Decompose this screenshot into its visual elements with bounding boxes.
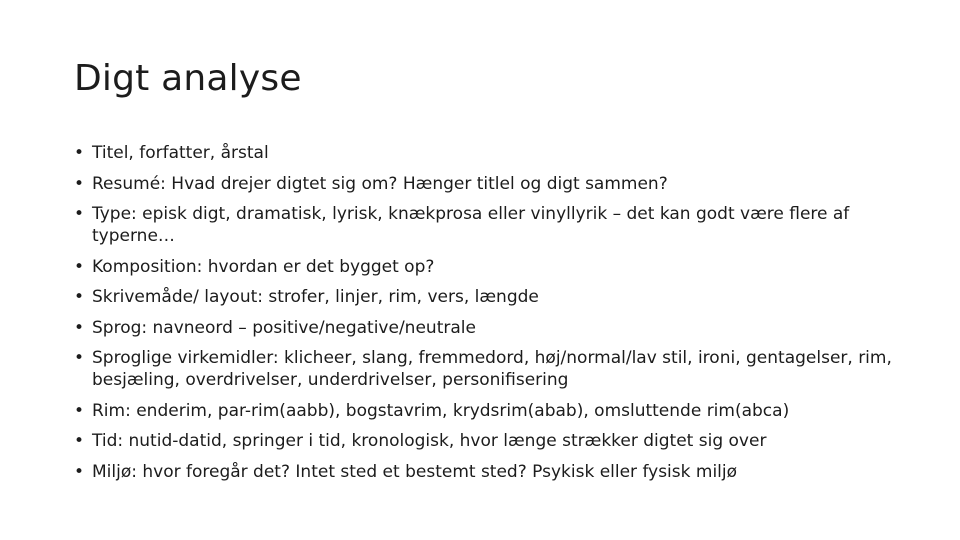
bullet-text: Komposition: hvordan er det bygget op? [92,256,435,277]
bullet-text: Titel, forfatter, årstal [92,143,269,163]
bullet-dot: • [74,204,85,224]
list-item [74,203,894,247]
list-item [74,400,894,422]
bullet-dot: • [74,143,85,163]
bullet-dot: • [74,431,85,451]
list-item [74,461,894,483]
bullet-dot: • [74,287,85,307]
list-item [74,286,894,308]
bullet-dot: • [74,173,85,194]
bullet-dot: • [74,317,85,338]
list-item [74,142,894,164]
bullet-dot: • [74,461,85,482]
bullet-text: Tid: nutid-datid, springer i tid, kronologisk, hvor længe strækker digtet sig over [92,431,767,451]
bullet-dot: • [74,348,85,368]
list-item [74,347,894,391]
bullet-dot: • [74,256,85,277]
list-item [74,317,894,339]
list-item [74,256,894,278]
list-item [74,173,894,195]
bullet-text: Resumé: Hvad drejer digtet sig om? Hænger titlel og digt sammen? [92,173,668,194]
bullet-dot: • [74,400,85,421]
bullet-text: Sprog: navneord – positive/negative/neutrale [92,317,476,338]
bullet-text: Miljø: hvor foregår det? Intet sted et bestemt sted? Psykisk eller fysisk miljø [92,461,738,482]
bullet-text: Sproglige virkemidler: klicheer, slang, fremmedord, høj/normal/lav stil, ironi, gentagelser, rim, besjæling, overdrivelser, underdrivelser, personifisering [92,348,892,390]
list-item [74,430,894,452]
bullet-text: Type: episk digt, dramatisk, lyrisk, knækprosa eller vinyllyrik – det kan godt være flere af typerne… [92,204,850,246]
slide-title: Digt analyse [74,58,302,99]
bullet-text: Rim: enderim, par-rim(aabb), bogstavrim, krydsrim(abab), omsluttende rim(abca) [92,400,790,421]
bullet-list [74,142,894,491]
bullet-text: Skrivemåde/ layout: strofer, linjer, rim, vers, længde [92,287,539,307]
